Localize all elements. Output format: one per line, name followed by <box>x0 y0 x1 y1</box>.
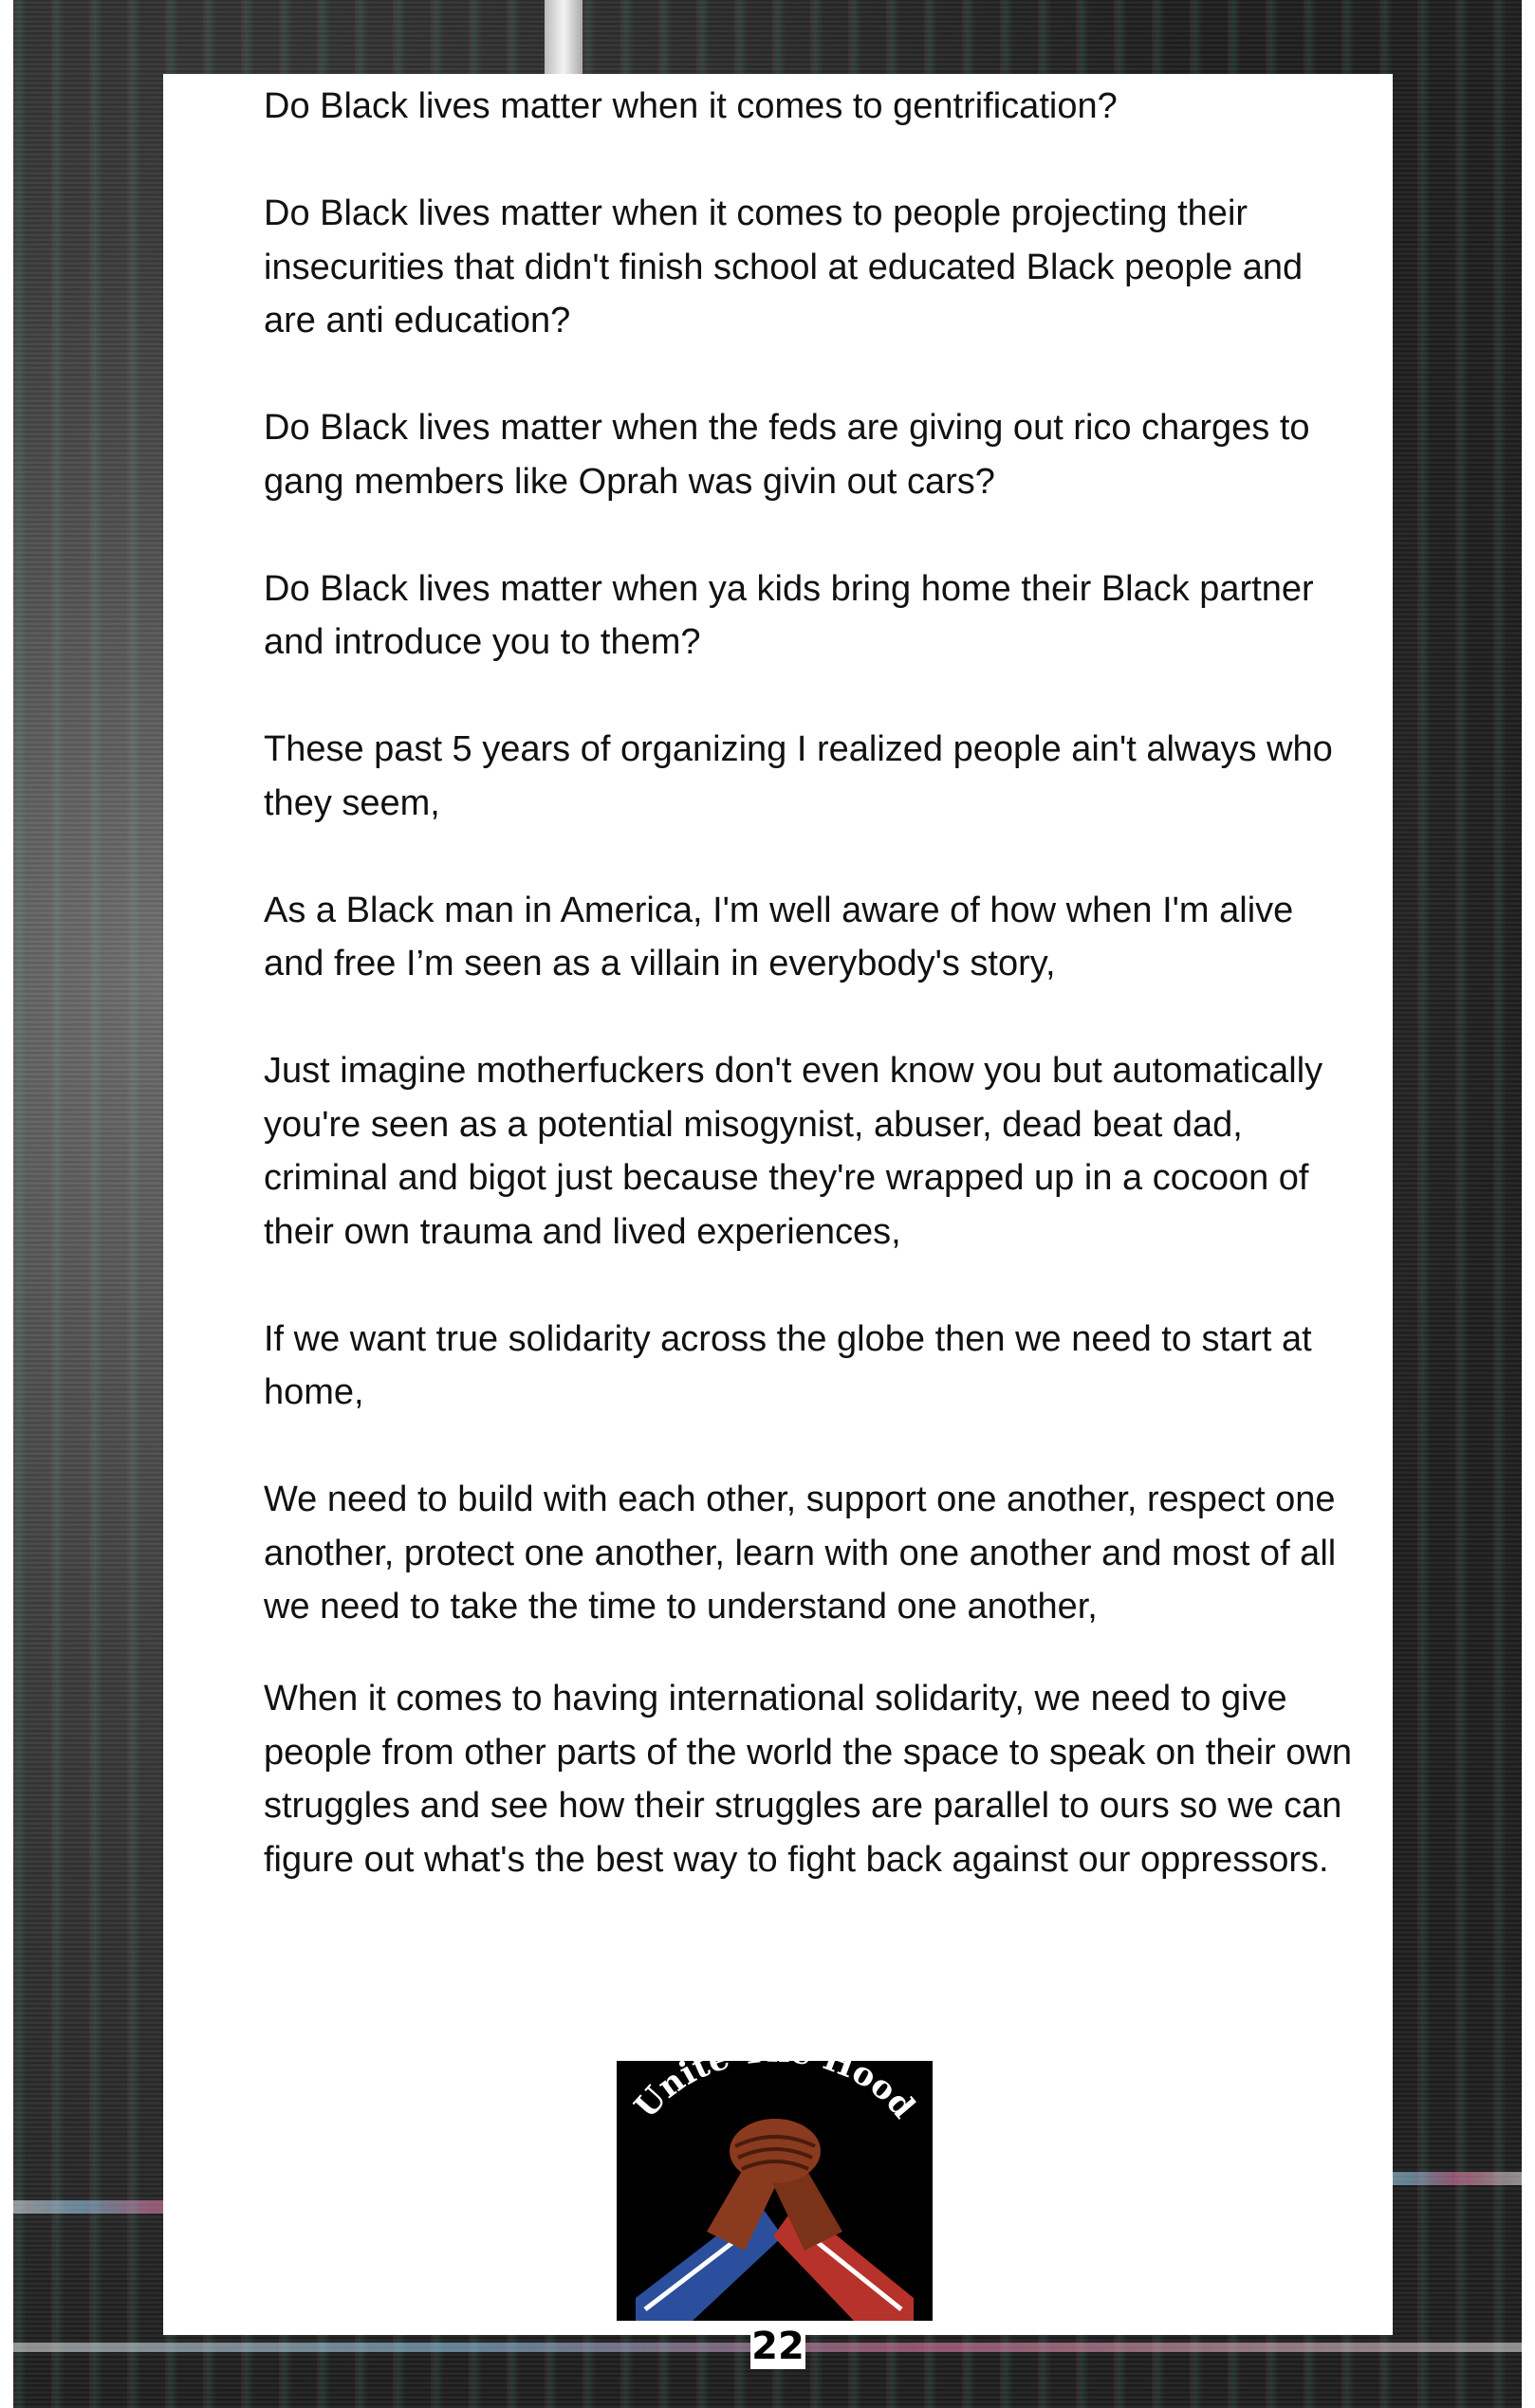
logo-text: Unit Hood <box>627 2061 922 2126</box>
body-text <box>264 80 1355 1886</box>
paragraph: When it comes to having international solidarity, we need to give people from other parts of the world the space to speak on their own struggles and see how their struggles are parallel to ours so we can figure out what's the best way to fight back against our oppressors. <box>264 1679 1352 1880</box>
paragraph: These past 5 years of organizing I realized people ain't always who they seem, <box>264 729 1333 823</box>
paragraph: If we want true solidarity across the globe then we need to start at home, <box>264 1318 1312 1412</box>
paragraph: Just imagine motherfuckers don't even know you but automatically you're seen as a potential misogynist, abuser, dead beat dad, criminal and bigot just because they're wrapped up in a cocoon of their own trauma and lived experiences, <box>264 1051 1323 1252</box>
unite-the-hood-logo <box>617 2061 933 2321</box>
background-post <box>545 0 583 74</box>
page-number: 22 <box>751 2325 804 2368</box>
paragraph: We need to build with each other, support one another, respect one another, protect one another, learn with one another and most of all we need to take the time to understand one another, <box>264 1480 1337 1627</box>
paragraph: Do Black lives matter when it comes to people projecting their insecurities that didn't finish school at educated Black people and are anti education? <box>264 193 1304 340</box>
clasped-hands-bandana-icon <box>617 2061 933 2321</box>
paragraph: Do Black lives matter when it comes to gentrification? <box>264 86 1118 126</box>
paragraph: Do Black lives matter when ya kids bring home their Black partner and introduce you to them? <box>264 568 1314 662</box>
paragraph: Do Black lives matter when the feds are giving out rico charges to gang members like Oprah was givin out cars? <box>264 408 1310 502</box>
paragraph: As a Black man in America, I'm well aware of how when I'm alive and free I’m seen as a villain in everybody's story, <box>264 890 1294 983</box>
